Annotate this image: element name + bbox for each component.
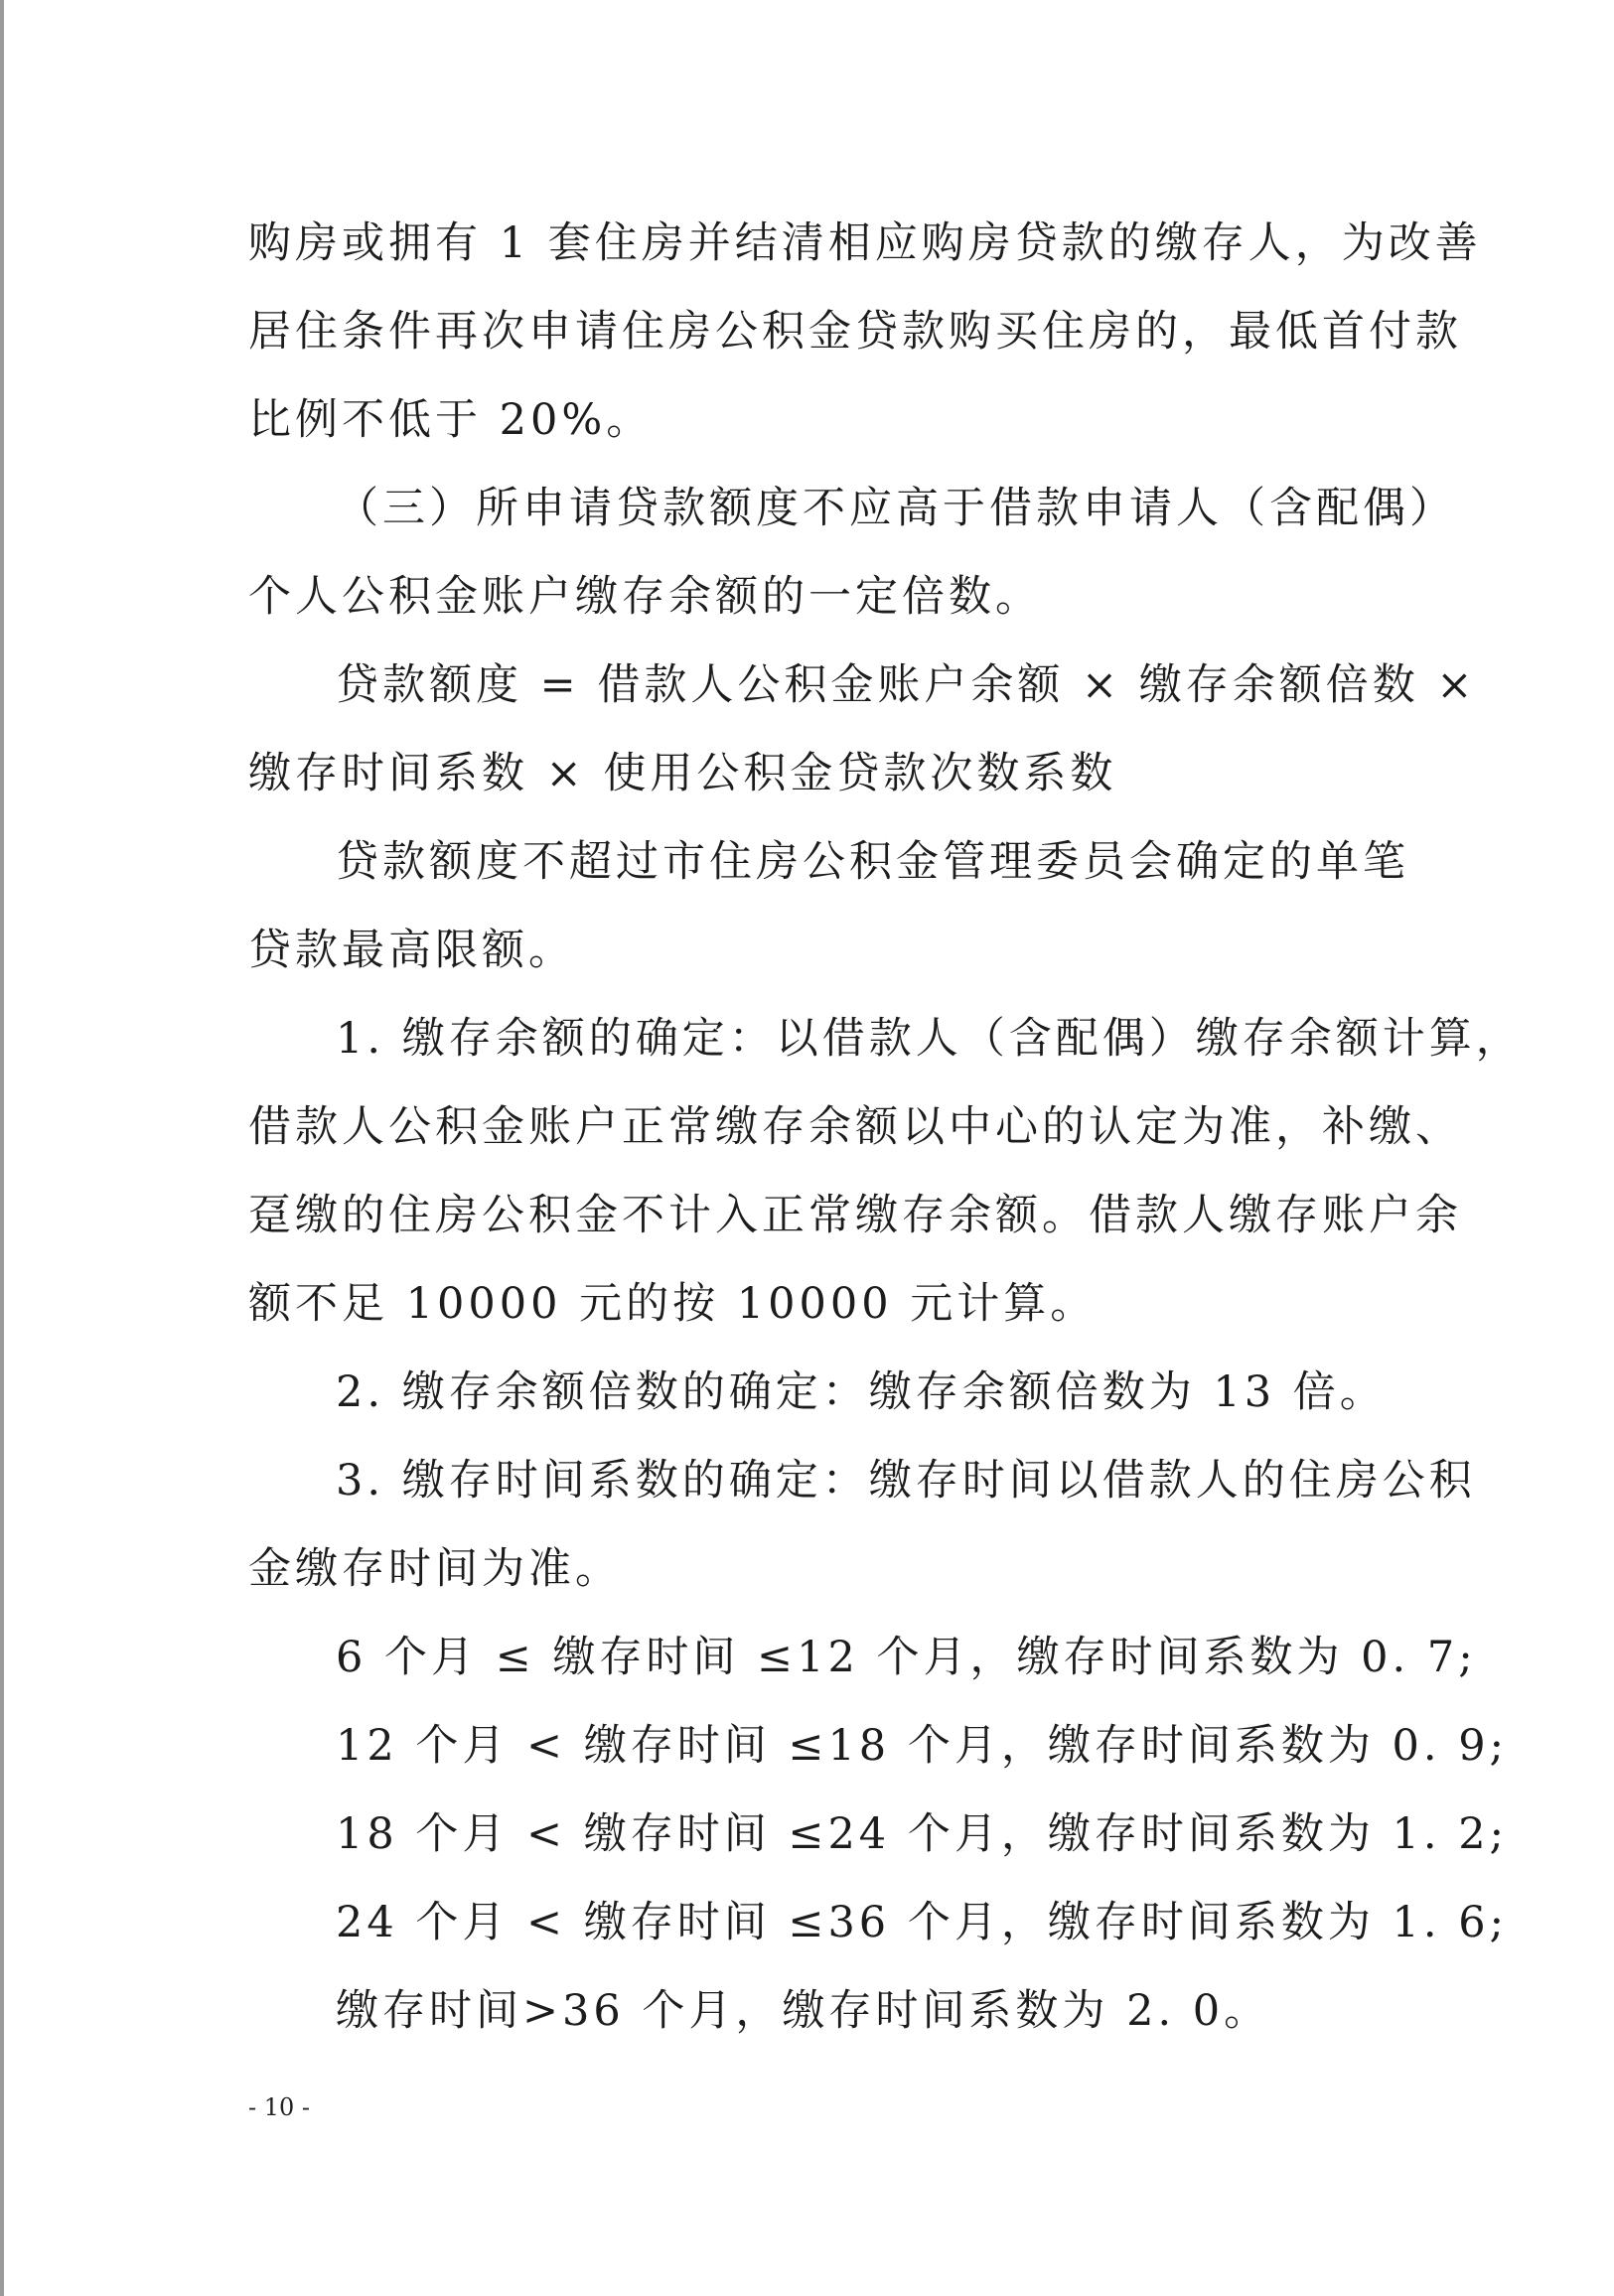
body-text [248,200,1523,2056]
text-line: 居住条件再次申请住房公积金贷款购买住房的，最低首付款 [248,307,1462,357]
text-line: 缴存时间>36 个月，缴存时间系数为 2. 0。 [336,1986,1271,2036]
text-line: 贷款最高限额。 [248,926,575,975]
text-line: 借款人公积金账户正常缴存余额以中心的认定为准，补缴、 [248,1102,1462,1152]
text-line: （三）所申请贷款额度不应高于借款申请人（含配偶） [336,484,1456,533]
text-line: 6 个月 ≤ 缴存时间 ≤12 个月，缴存时间系数为 0. 7; [336,1633,1477,1682]
page-number: - 10 - [248,2093,311,2121]
text-line: 趸缴的住房公积金不计入正常缴存余额。借款人缴存账户余 [248,1191,1462,1240]
text-line: 3. 缴存时间系数的确定：缴存时间以借款人的住房公积 [336,1456,1476,1506]
scan-edge [0,0,4,2296]
text-line: 12 个月 < 缴存时间 ≤18 个月，缴存时间系数为 0. 9; [336,1721,1509,1771]
text-line: 18 个月 < 缴存时间 ≤24 个月，缴存时间系数为 1. 2; [336,1809,1509,1859]
text-line: 个人公积金账户缴存余额的一定倍数。 [248,572,1042,622]
text-line: 24 个月 < 缴存时间 ≤36 个月，缴存时间系数为 1. 6; [336,1898,1509,1947]
text-line: 金缴存时间为准。 [248,1544,622,1594]
text-line: 贷款额度 = 借款人公积金账户余额 × 缴存余额倍数 × [336,660,1477,710]
text-line: 比例不低于 20%。 [248,395,654,445]
text-line: 额不足 10000 元的按 10000 元计算。 [248,1279,1098,1329]
text-line: 2. 缴存余额倍数的确定：缴存余额倍数为 13 倍。 [336,1367,1387,1417]
text-line: 购房或拥有 1 套住房并结清相应购房贷款的缴存人，为改善 [248,218,1482,268]
text-line: 缴存时间系数 × 使用公积金贷款次数系数 [248,749,1117,798]
text-line: 贷款额度不超过市住房公积金管理委员会确定的单笔 [336,837,1409,887]
text-line: 1. 缴存余额的确定：以借款人（含配偶）缴存余额计算， [336,1014,1523,1064]
